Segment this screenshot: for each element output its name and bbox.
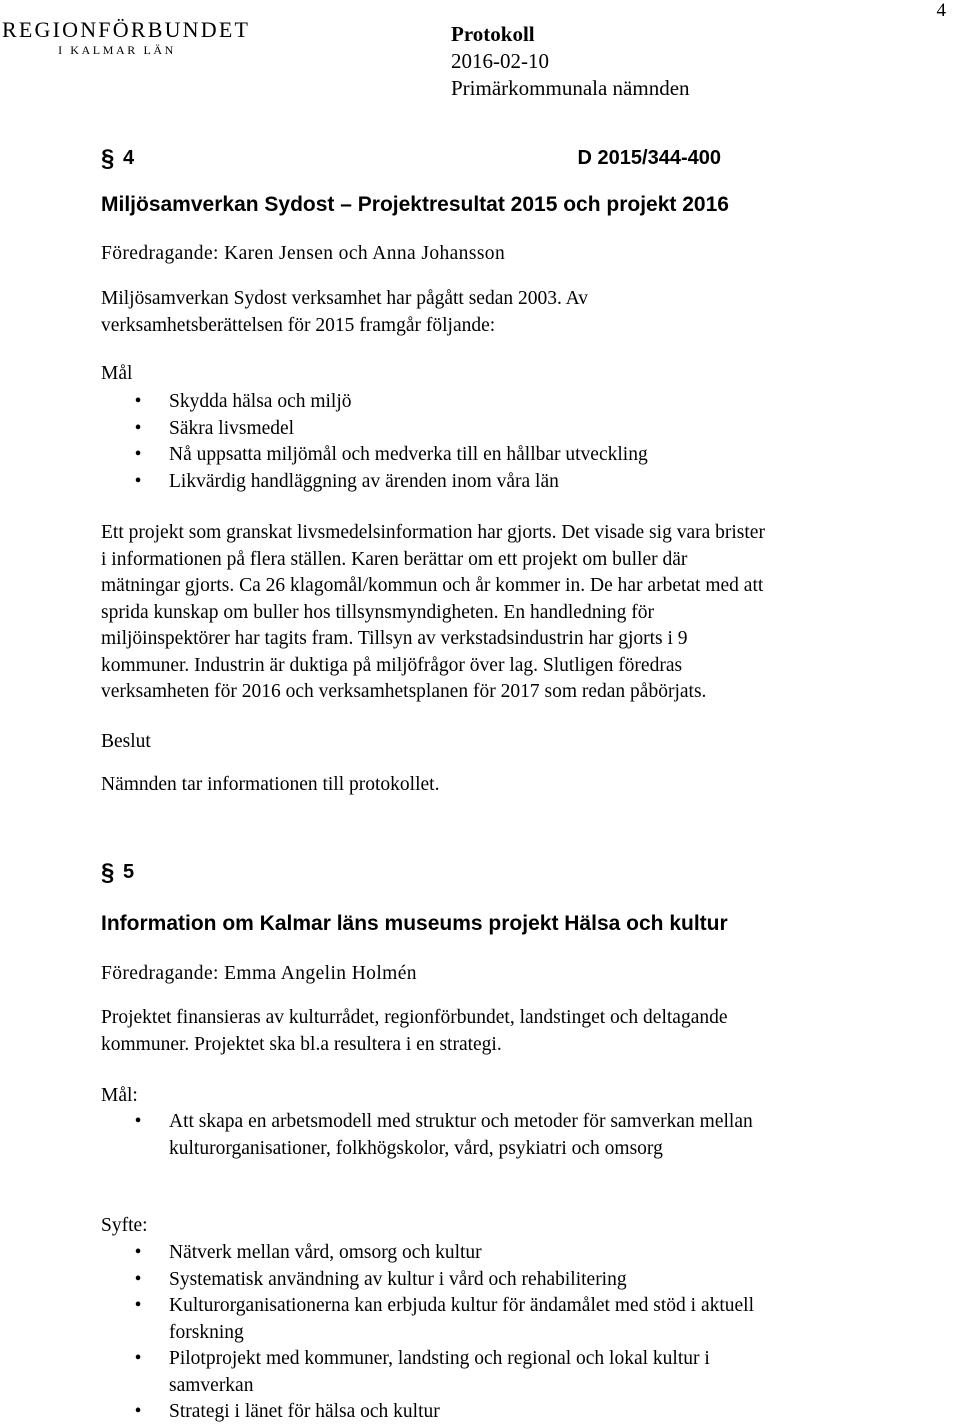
bullet-icon: •	[134, 417, 142, 439]
svg-text:§: §	[101, 145, 115, 172]
section-4-body-line: kommuner. Industrin är duktiga på miljöfrågor över lag. Slutligen föredras	[101, 654, 683, 676]
list-item-text: Systematisk användning av kultur i vård och rehabilitering	[169, 1268, 627, 1290]
list-item	[101, 389, 841, 416]
section-4-number: 4	[123, 146, 135, 169]
section-4-body-line: sprida kunskap om buller hos tillsynsmyndigheten. En handledning för	[101, 601, 654, 623]
section-5-heading: Information om Kalmar läns museums projekt Hälsa och kultur	[101, 912, 728, 935]
list-item-text-continued: samverkan	[169, 1374, 254, 1396]
section-4-body-line: i informationen på flera ställen. Karen berättar om ett projekt om buller där	[101, 548, 688, 570]
bullet-icon: •	[134, 444, 142, 465]
list-item	[101, 1109, 841, 1162]
section-4-heading: Miljösamverkan Sydost – Projektresultat 2015 och projekt 2016	[101, 193, 729, 216]
section-5-presenters: Föredragande: Emma Angelin Holmén	[101, 963, 417, 984]
section-4-goals-list	[101, 389, 841, 495]
list-item	[101, 469, 841, 496]
bullet-icon: •	[134, 1268, 142, 1290]
diary-number: D 2015/344-400	[577, 146, 721, 169]
list-item-text-continued: forskning	[169, 1321, 244, 1343]
list-item	[101, 1346, 841, 1399]
list-item-text: Säkra livsmedel	[169, 417, 295, 439]
document-date: 2016-02-10	[451, 49, 549, 73]
list-item-text: Nå uppsatta miljömål och medverka till en hållbar utveckling	[169, 444, 648, 465]
section-4-intro-line: verksamhetsberättelsen för 2015 framgår följande:	[101, 314, 496, 336]
document-header	[451, 21, 690, 102]
bullet-icon: •	[134, 1401, 142, 1422]
bullet-icon: •	[134, 1111, 142, 1132]
list-item	[101, 1399, 841, 1426]
section-4-intro	[101, 286, 841, 339]
section-5-purpose-label: Syfte:	[101, 1215, 148, 1236]
list-item	[101, 1267, 841, 1294]
list-item-text: Att skapa en arbetsmodell med struktur och metoder för samverkan mellan	[169, 1111, 753, 1132]
list-item	[101, 1293, 841, 1346]
list-item-text: Strategi i länet för hälsa och kultur	[169, 1401, 440, 1422]
paragraph-symbol-icon	[101, 144, 115, 172]
list-item	[101, 416, 841, 443]
section-5-purpose-list	[101, 1240, 841, 1426]
section-5-intro	[101, 1005, 841, 1058]
svg-text:§: §	[101, 859, 115, 886]
logo-subtitle: I KALMAR LÄN	[58, 43, 176, 57]
paragraph-symbol-icon	[101, 858, 115, 886]
list-item-text: Likvärdig handläggning av ärenden inom våra län	[169, 470, 559, 492]
document-type: Protokoll	[451, 22, 535, 46]
section-4-header-row	[101, 144, 721, 172]
list-item	[101, 1240, 841, 1267]
page-number: 4	[936, 0, 946, 21]
section-4-number-group	[101, 144, 134, 172]
list-item-text-continued: kulturorganisationer, folkhögskolor, vård, psykiatri och omsorg	[169, 1137, 663, 1159]
section-4-decision-text: Nämnden tar informationen till protokollet.	[101, 774, 440, 795]
list-item-text: Kulturorganisationerna kan erbjuda kultur för ändamålet med stöd i aktuell	[169, 1295, 755, 1316]
bullet-icon: •	[134, 1348, 142, 1369]
regionforbundet-logo	[2, 17, 251, 58]
section-5-intro-line: Projektet finansieras av kulturrådet, regionförbundet, landstinget och deltagande	[101, 1007, 728, 1028]
section-5-goals-label: Mål:	[101, 1085, 138, 1106]
section-4-body-line: mätningar gjorts. Ca 26 klagomål/kommun och år kommer in. De har arbetat med att	[101, 575, 764, 596]
section-4-body	[101, 520, 841, 706]
section-5-intro-line: kommuner. Projektet ska bl.a resultera i en strategi.	[101, 1033, 502, 1055]
section-5-header-row	[101, 858, 721, 886]
bullet-icon: •	[134, 391, 142, 412]
bullet-icon: •	[134, 1295, 142, 1316]
section-4-presenters: Föredragande: Karen Jensen och Anna Johansson	[101, 243, 506, 264]
bullet-icon: •	[134, 1242, 142, 1263]
section-5-number-group	[101, 858, 134, 886]
list-item	[101, 442, 841, 469]
list-item-text: Skydda hälsa och miljö	[169, 391, 352, 412]
section-4-intro-line: Miljösamverkan Sydost verksamhet har pågått sedan 2003. Av	[101, 288, 589, 309]
section-4-body-line: miljöinspektörer har tagits fram. Tillsyn av verkstadsindustrin har gjorts i 9	[101, 628, 688, 649]
logo-wordmark: REGIONFÖRBUNDET	[2, 17, 251, 42]
section-4-body-line: verksamheten för 2016 och verksamhetsplanen för 2017 som redan påbörjats.	[101, 681, 707, 702]
bullet-icon: •	[134, 470, 142, 492]
list-item-text: Pilotprojekt med kommuner, landsting och regional och lokal kultur i	[169, 1348, 710, 1369]
committee-name: Primärkommunala nämnden	[451, 76, 690, 100]
section-4-goals-label: Mål	[101, 363, 133, 384]
section-4-body-line: Ett projekt som granskat livsmedelsinformation har gjorts. Det visade sig vara brister	[101, 522, 765, 543]
section-5-number: 5	[123, 860, 135, 883]
section-5-goals-list	[101, 1109, 841, 1162]
list-item-text: Nätverk mellan vård, omsorg och kultur	[169, 1242, 482, 1263]
section-4-decision-label: Beslut	[101, 731, 151, 752]
